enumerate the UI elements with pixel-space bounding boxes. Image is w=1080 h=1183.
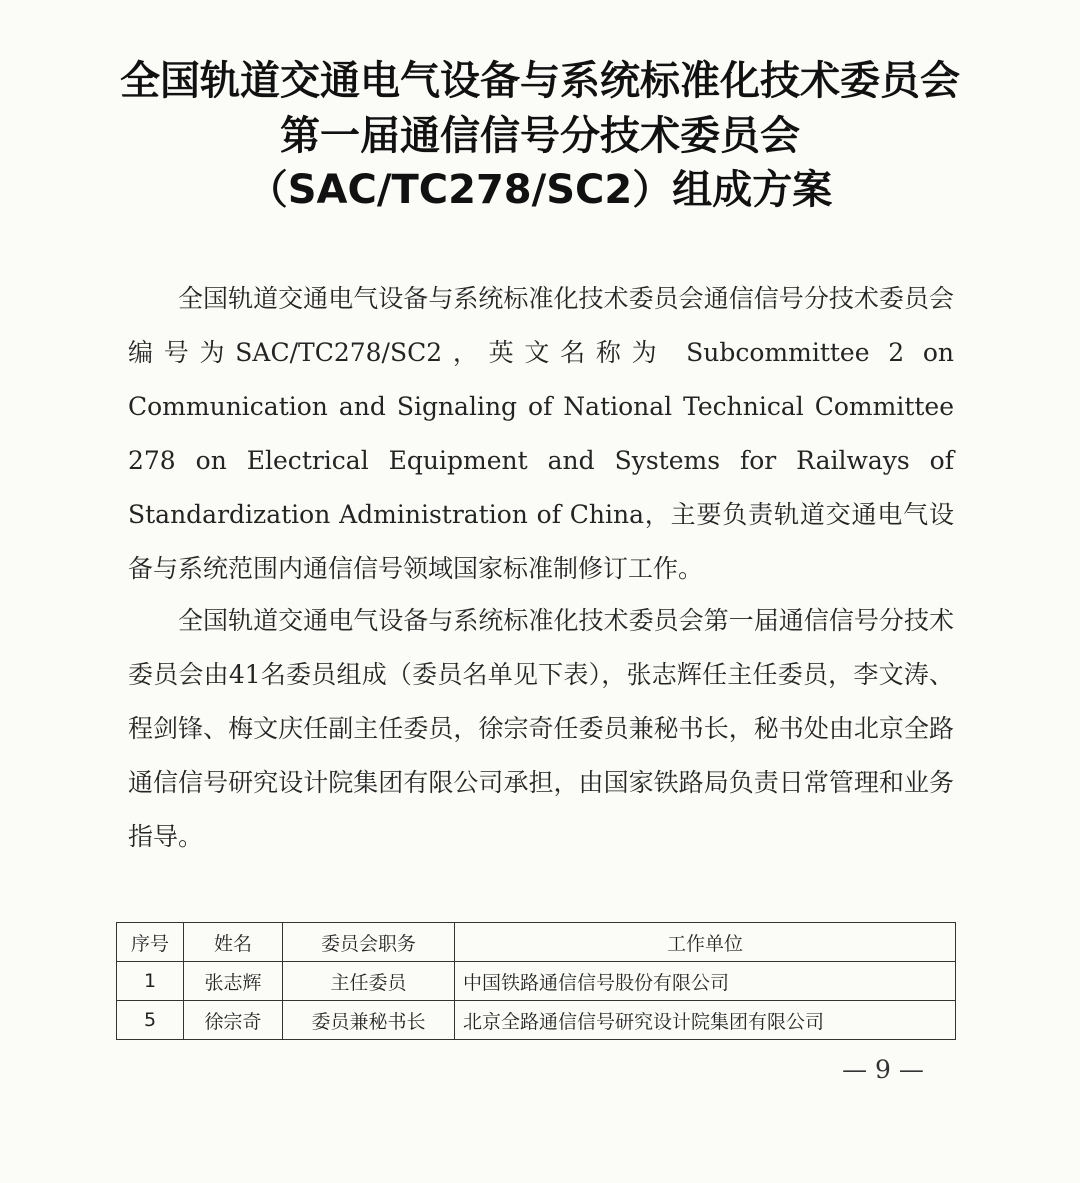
cell-position: 委员兼秘书长 (283, 1001, 455, 1040)
title-line-3: （SAC/TC278/SC2）组成方案 (247, 167, 833, 213)
cell-no: 1 (117, 962, 184, 1001)
member-table (116, 922, 956, 1040)
header-no: 序号 (117, 923, 184, 962)
title-line-1: 全国轨道交通电气设备与系统标准化技术委员会 (120, 58, 960, 104)
cell-name: 徐宗奇 (184, 1001, 283, 1040)
title-line-2: 第一届通信信号分技术委员会 (280, 113, 800, 159)
header-organization: 工作单位 (455, 923, 956, 962)
paragraph-intro: 全国轨道交通电气设备与系统标准化技术委员会通信信号分技术委员会编号为SAC/TC278/SC2，英文名称为 Subcommittee 2 on Communication and Signaling of National Technical Committee 278 on Electrical Equipment and Systems for Railways of Standardization Administration of China，主要负责轨道交通电气设备与系统范围内通信信号领域国家标准制修订工作。 (128, 284, 954, 583)
table-row (117, 1001, 956, 1040)
cell-name: 张志辉 (184, 962, 283, 1001)
cell-organization: 北京全路通信信号研究设计院集团有限公司 (455, 1001, 956, 1040)
cell-no: 5 (117, 1001, 184, 1040)
header-position: 委员会职务 (283, 923, 455, 962)
page-number: — 9 — (842, 1055, 924, 1084)
paragraph-composition: 全国轨道交通电气设备与系统标准化技术委员会第一届通信信号分技术委员会由41名委员组成（委员名单见下表），张志辉任主任委员，李文涛、程剑锋、梅文庆任副主任委员，徐宗奇任委员兼秘书长，秘书处由北京全路通信信号研究设计院集团有限公司承担，由国家铁路局负责日常管理和业务指导。 (128, 606, 954, 851)
header-name: 姓名 (184, 923, 283, 962)
cell-organization: 中国铁路通信信号股份有限公司 (455, 962, 956, 1001)
cell-position: 主任委员 (283, 962, 455, 1001)
table-row (117, 962, 956, 1001)
table-header-row (117, 923, 956, 962)
